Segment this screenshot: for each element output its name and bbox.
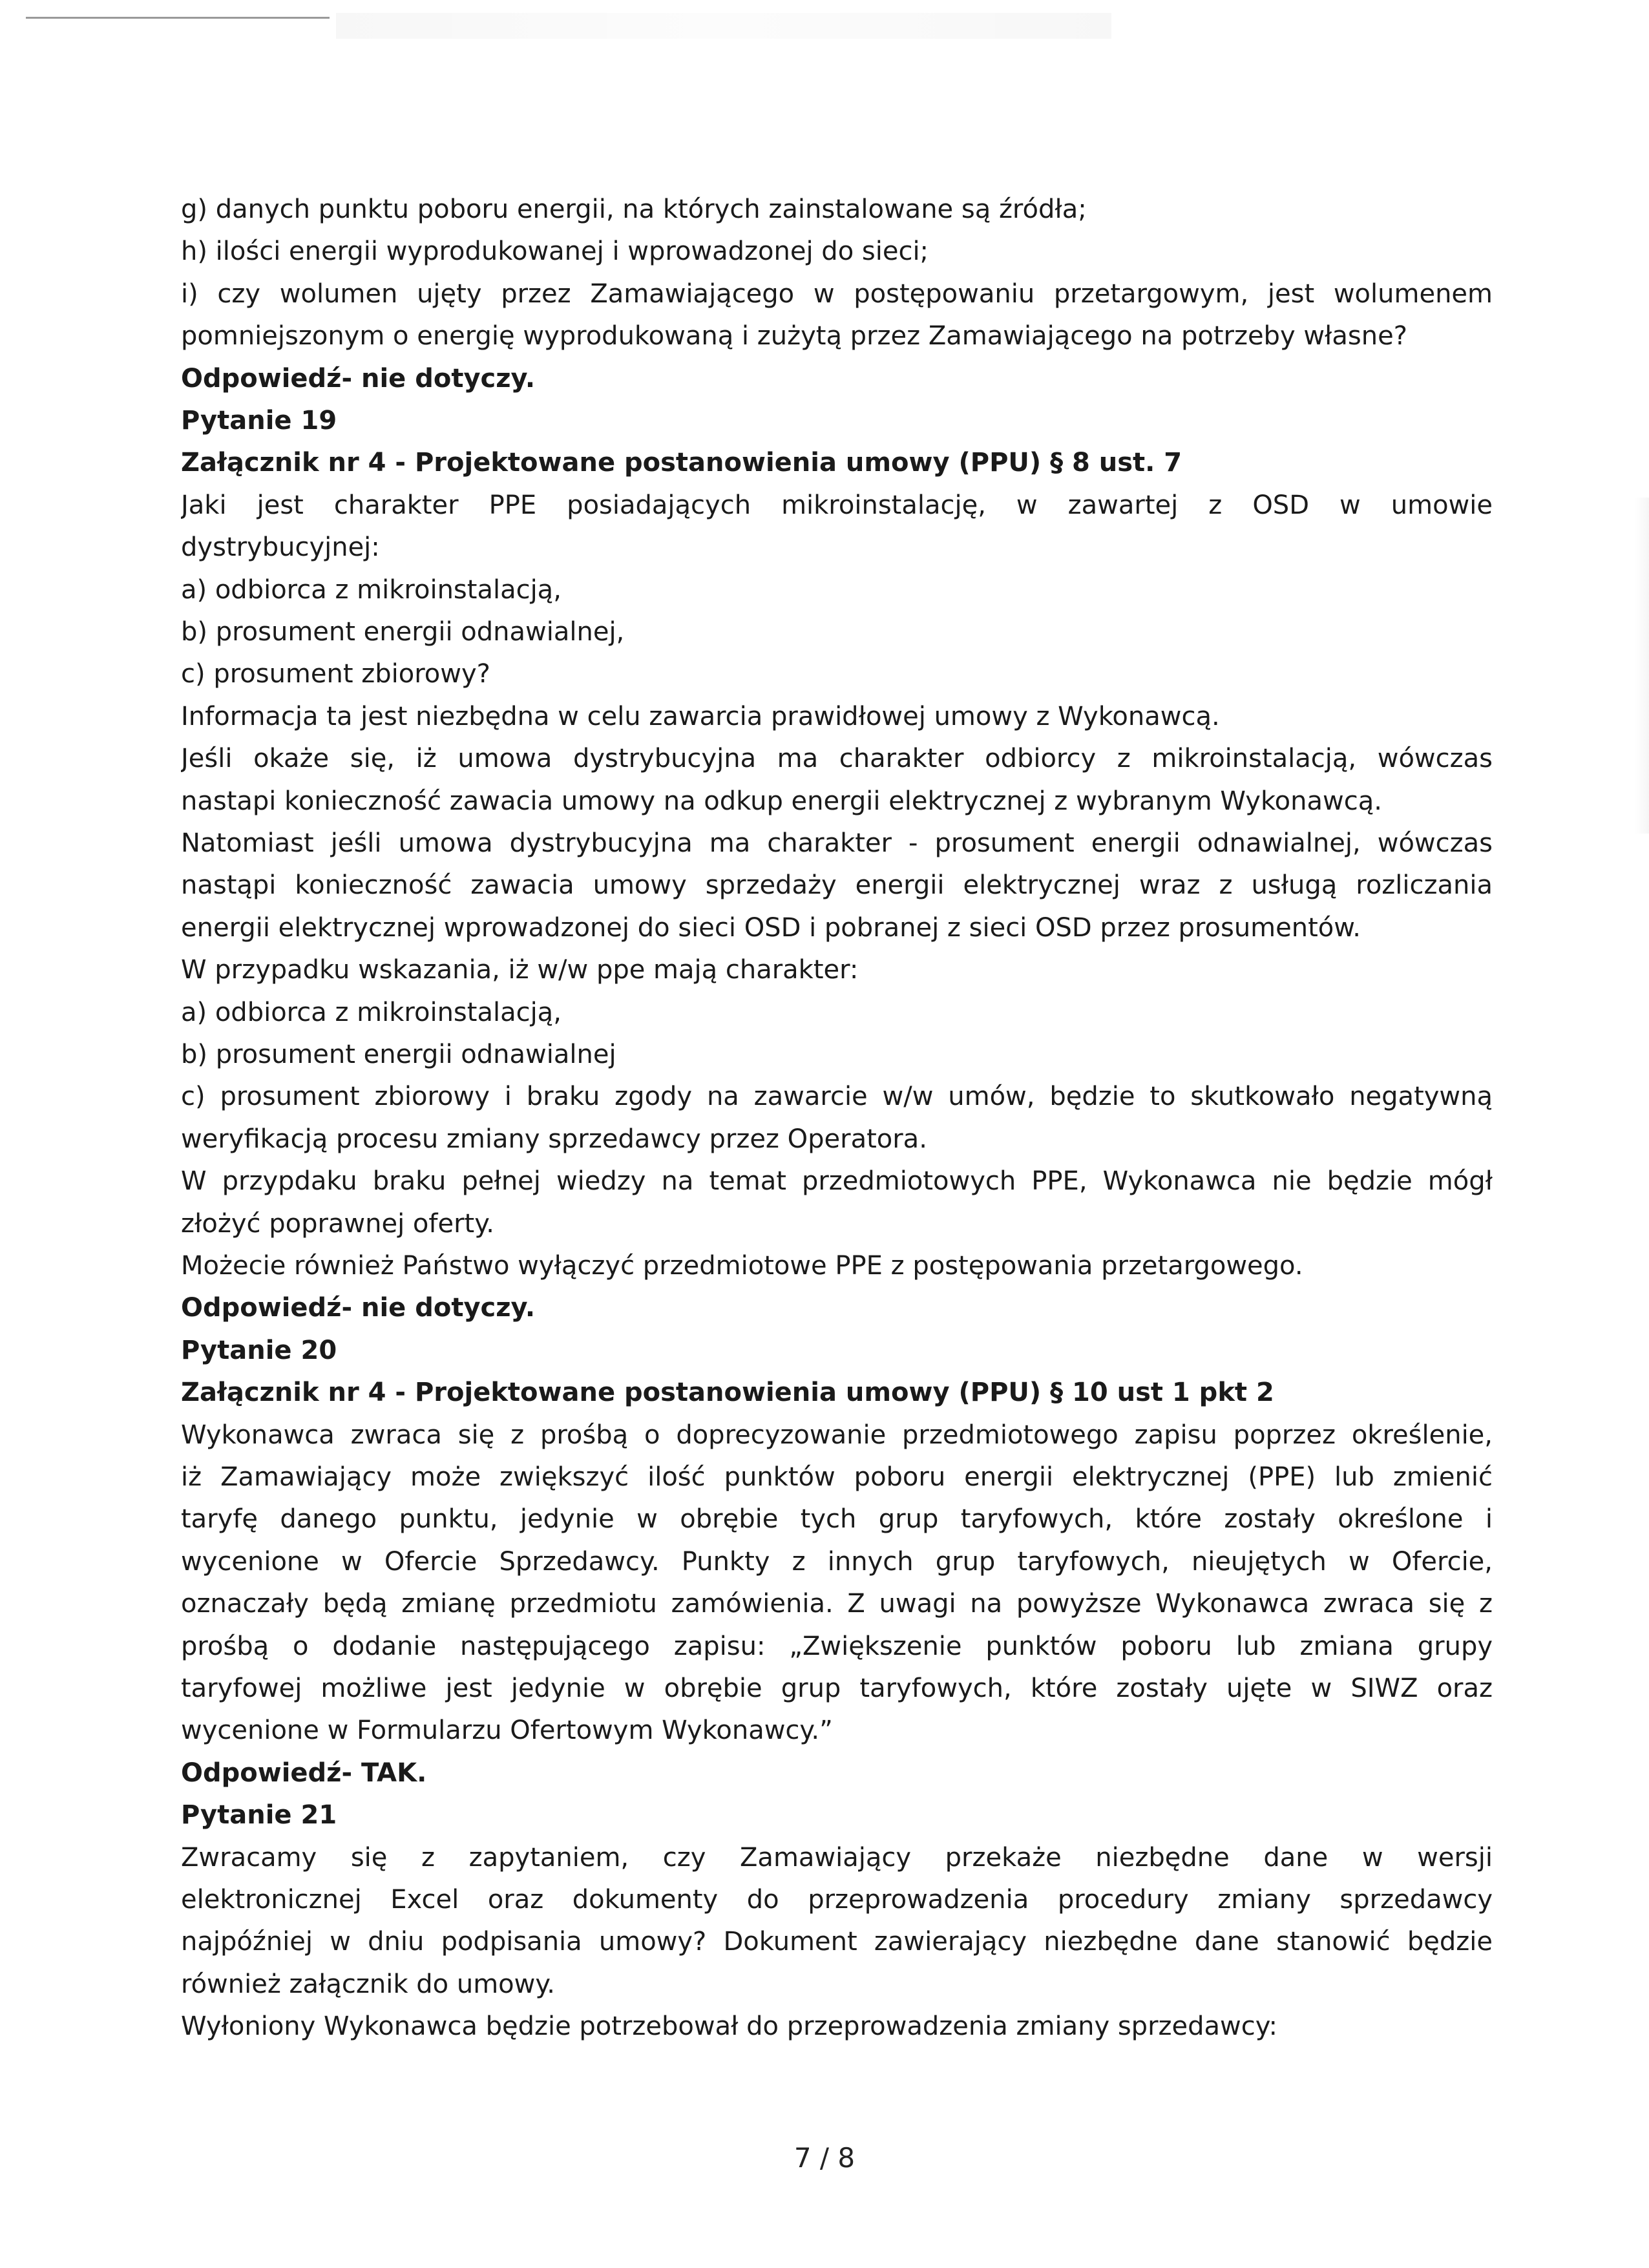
page-number: 7 / 8 (793, 2142, 856, 2174)
text-line: iż Zamawiający może zwiększyć ilość punktów poboru energii elektrycznej (PPE) lub zmienić (181, 1462, 1493, 1493)
text-line: taryfę danego punktu, jedynie w obrębie tych grup taryfowych, które zostały określone i (181, 1504, 1493, 1535)
heading-line: Załącznik nr 4 - Projektowane postanowienia umowy (PPU) § 8 ust. 7 (181, 448, 1182, 478)
text-line: a) odbiorca z mikroinstalacją, (181, 997, 562, 1027)
text-line: Informacja ta jest niezbędna w celu zawarcia prawidłowej umowy z Wykonawcą. (181, 701, 1220, 731)
text-line: a) odbiorca z mikroinstalacją, (181, 574, 562, 605)
text-line: c) prosument zbiorowy i braku zgody na zawarcie w/w umów, będzie to skutkowało negatywną (181, 1082, 1493, 1112)
text-line: nastapi konieczność zawacia umowy na odkup energii elektrycznej z wybranym Wykonawcą. (181, 786, 1382, 816)
text-line: wycenione w Formularzu Ofertowym Wykonawcy.” (181, 1716, 833, 1746)
text-line: weryfikacją procesu zmiany sprzedawcy przez Operatora. (181, 1124, 927, 1154)
text-line: c) prosument zbiorowy? (181, 659, 490, 689)
text-line: elektronicznej Excel oraz dokumenty do przeprowadzenia procedury zmiany sprzedawcy (181, 1885, 1493, 1915)
text-line: nastąpi konieczność zawacia umowy sprzedaży energii elektrycznej wraz z usługą rozliczania (181, 870, 1493, 901)
heading-line: Załącznik nr 4 - Projektowane postanowienia umowy (PPU) § 10 ust 1 pkt 2 (181, 1378, 1274, 1408)
text-line: prośbą o dodanie następującego zapisu: „Zwiększenie punktów poboru lub zmiana grupy (181, 1631, 1493, 1661)
text-line: Natomiast jeśli umowa dystrybucyjna ma charakter - prosument energii odnawialnej, wówczas (181, 828, 1493, 859)
heading-line: Odpowiedź- nie dotyczy. (181, 1293, 536, 1323)
text-line: g) danych punktu poboru energii, na których zainstalowane są źródła; (181, 194, 1087, 224)
text-line: Zwracamy się z zapytaniem, czy Zamawiający przekaże niezbędne dane w wersji (181, 1842, 1493, 1873)
heading-line: Pytanie 19 (181, 406, 337, 436)
text-line: Wykonawca zwraca się z prośbą o doprecyzowanie przedmiotowego zapisu poprzez określenie, (181, 1420, 1493, 1450)
text-line: oznaczały będą zmianę przedmiotu zamówienia. Z uwagi na powyższe Wykonawca zwraca się z (181, 1589, 1493, 1619)
text-line: Jeśli okaże się, iż umowa dystrybucyjna ma charakter odbiorcy z mikroinstalacją, wówczas (181, 744, 1493, 774)
heading-line: Odpowiedź- nie dotyczy. (181, 363, 536, 394)
text-line: Wyłoniony Wykonawca będzie potrzebował do przeprowadzenia zmiany sprzedawcy: (181, 2011, 1277, 2042)
document-body (181, 189, 1493, 2048)
text-line: pomniejszonym o energię wyprodukowaną i zużytą przez Zamawiającego na potrzeby własne? (181, 321, 1407, 352)
text-line: wycenione w Ofercie Sprzedawcy. Punkty z innych grup taryfowych, nieujętych w Ofercie, (181, 1546, 1493, 1577)
text-line: taryfowej możliwe jest jedynie w obrębie grup taryfowych, które zostały ujęte w SIWZ oraz (181, 1674, 1493, 1704)
text-line: najpóźniej w dniu podpisania umowy? Dokument zawierający niezbędne dane stanowić będzie (181, 1927, 1493, 1957)
text-line: i) czy wolumen ujęty przez Zamawiającego w postępowaniu przetargowym, jest wolumenem (181, 278, 1493, 309)
heading-line: Pytanie 20 (181, 1335, 337, 1365)
text-line: złożyć poprawnej oferty. (181, 1208, 494, 1239)
text-line: W przypadku wskazania, iż w/w ppe mają charakter: (181, 955, 859, 985)
scan-edge-shadow (1635, 498, 1649, 834)
scan-top-rule (26, 17, 330, 19)
text-line: W przypdaku braku pełnej wiedzy na temat przedmiotowych PPE, Wykonawca nie będzie mógł (181, 1166, 1493, 1197)
text-line: energii elektrycznej wprowadzonej do sieci OSD i pobranej z sieci OSD przez prosumentów. (181, 912, 1361, 943)
heading-line: Pytanie 21 (181, 1800, 337, 1831)
text-line: h) ilości energii wyprodukowanej i wprowadzonej do sieci; (181, 236, 929, 267)
text-line: również załącznik do umowy. (181, 1969, 556, 1999)
text-line: dystrybucyjnej: (181, 532, 380, 563)
text-line: Możecie również Państwo wyłączyć przedmiotowe PPE z postępowania przetargowego. (181, 1251, 1303, 1281)
scan-artifact (336, 13, 1111, 39)
text-line: b) prosument energii odnawialnej (181, 1040, 616, 1070)
text-line: b) prosument energii odnawialnej, (181, 617, 625, 647)
text-line: Jaki jest charakter PPE posiadających mikroinstalację, w zawartej z OSD w umowie (181, 490, 1493, 520)
heading-line: Odpowiedź- TAK. (181, 1758, 427, 1788)
